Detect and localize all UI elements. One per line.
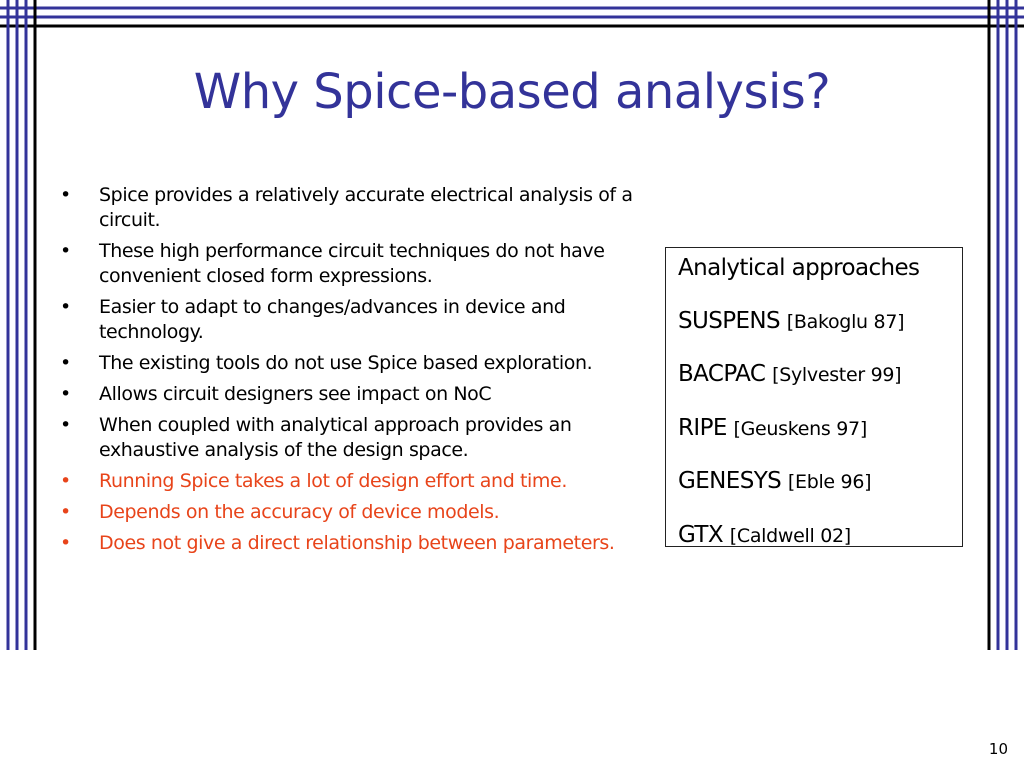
bullet-text: Running Spice takes a lot of design effort and time. [99,470,567,492]
approach-name: GENESYS [678,468,782,494]
approach-citation: [Geuskens 97] [733,417,867,440]
bullet-icon: • [60,184,71,206]
bullet-item [58,183,658,233]
bullet-text: These high performance circuit techniques do not have convenient closed form expressions. [99,240,605,287]
approach-item [678,521,962,550]
approach-citation: [Caldwell 02] [729,524,851,547]
bullet-item [58,351,658,376]
bullet-list [58,183,658,562]
bullet-text: Does not give a direct relationship between parameters. [99,532,615,554]
bullet-text: The existing tools do not use Spice based exploration. [99,352,593,374]
bullet-item [58,295,658,345]
bullet-icon: • [60,240,71,262]
bullet-text: Depends on the accuracy of device models. [99,501,500,523]
approach-item [678,467,962,496]
approach-name: BACPAC [678,361,766,387]
bullet-text: When coupled with analytical approach provides an exhaustive analysis of the design space. [99,414,572,461]
approaches-heading: Analytical approaches [678,255,920,281]
bullet-icon: • [60,383,71,405]
approach-item [678,414,962,443]
bullet-icon: • [60,414,71,436]
bullet-item [58,413,658,463]
bullet-icon: • [60,470,71,492]
approach-item [678,307,962,336]
bullet-text: Easier to adapt to changes/advances in device and technology. [99,296,566,343]
approach-citation: [Sylvester 99] [772,364,902,386]
bullet-icon: • [60,296,71,318]
bullet-text: Spice provides a relatively accurate electrical analysis of a circuit. [99,184,633,231]
bullet-item [58,382,658,407]
approach-name: SUSPENS [678,307,781,334]
analytical-approaches-box [665,247,963,547]
bullet-icon: • [60,532,71,554]
approach-citation: [Eble 96] [787,471,872,493]
bullet-item-emphasis [58,531,658,556]
approach-item [678,360,962,389]
bullet-item-emphasis [58,500,658,525]
approach-name: GTX [678,521,724,548]
bullet-item [58,239,658,289]
slide-title: Why Spice-based analysis? [193,64,831,120]
bullet-text: Allows circuit designers see impact on NoC [99,383,492,405]
page-number: 10 [988,740,1008,758]
bullet-item-emphasis [58,469,658,494]
approach-name: RIPE [678,414,727,441]
bullet-icon: • [60,352,71,374]
bullet-icon: • [60,501,71,523]
approach-citation: [Bakoglu 87] [786,310,905,333]
